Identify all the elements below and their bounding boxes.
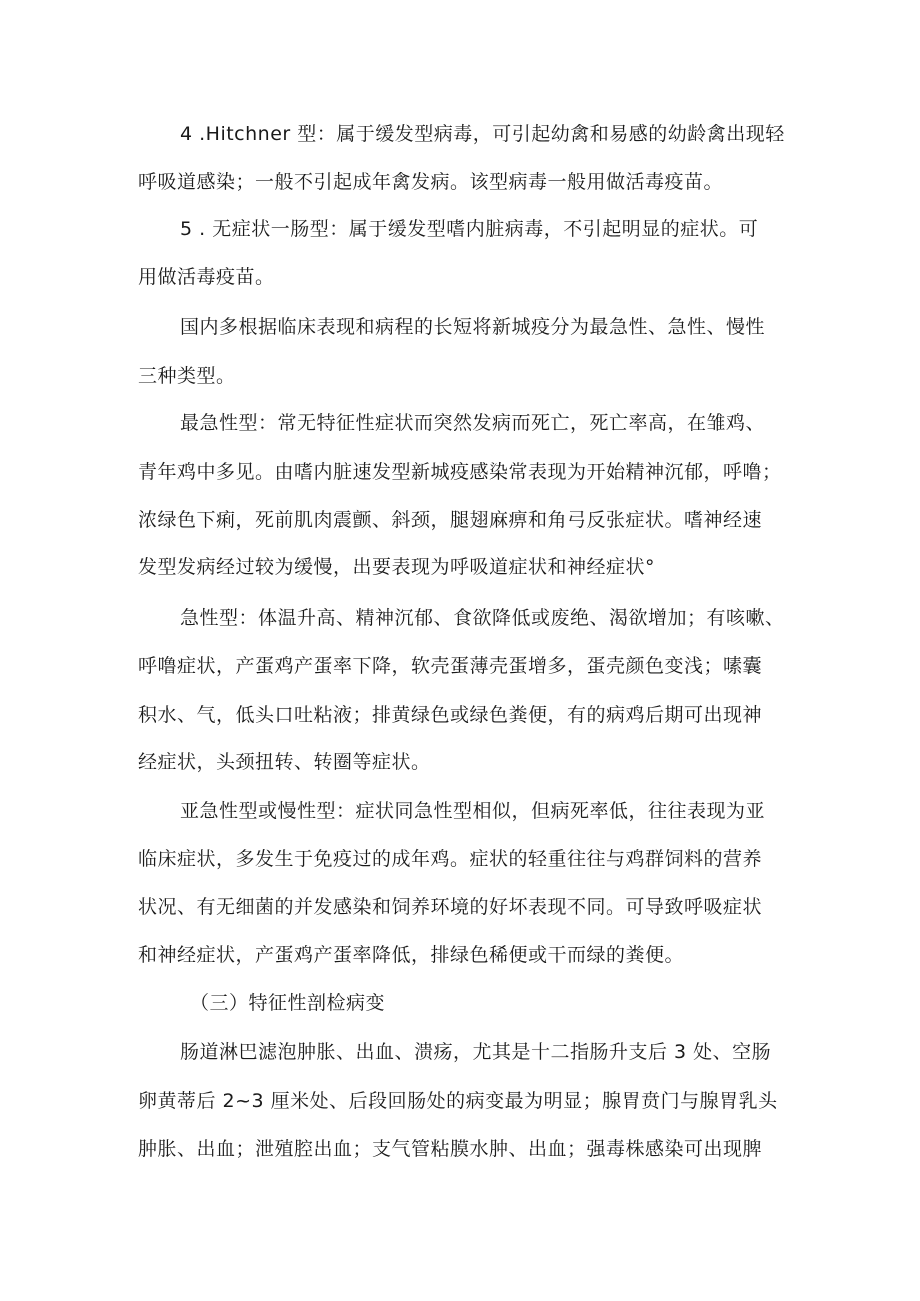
paragraph-line: 急性型：体温升高、精神沉郁、食欲降低或废绝、渴欲增加；有咳嗽、 — [180, 607, 785, 629]
paragraph-line: 5 . 无症状一肠型：属于缓发型嗜内脏病毒，不引起明显的症状。可 — [180, 218, 759, 240]
paragraph-line: 用做活毒疫苗。 — [138, 266, 275, 288]
paragraph-line: 状况、有无细菌的并发感染和饲养环境的好坏表现不同。可导致呼吸症状 — [138, 896, 763, 918]
paragraph-line: 呼噜症状，产蛋鸡产蛋率下降，软壳蛋薄壳蛋增多，蛋壳颜色变浅；嗉囊 — [138, 655, 763, 677]
paragraph-line: 卵黄蒂后 2~3 厘米处、后段回肠处的病变最为明显；腺胃贲门与腺胃乳头 — [138, 1090, 778, 1112]
paragraph-line: 经症状，头颈扭转、转圈等症状。 — [138, 751, 431, 773]
paragraph-line: 浓绿色下痢，死前肌肉震颤、斜颈，腿翅麻痹和角弓反张症状。嗜神经速 — [138, 509, 763, 531]
paragraph-line: 最急性型：常无特征性症状而突然发病而死亡，死亡率高，在雏鸡、 — [180, 412, 766, 434]
paragraph-line: 呼吸道感染；一般不引起成年禽发病。该型病毒一般用做活毒疫苗。 — [138, 171, 724, 193]
paragraph-line: 青年鸡中多见。由嗜内脏速发型新城疫感染常表现为开始精神沉郁，呼噜； — [138, 461, 782, 483]
paragraph-line: 发型发病经过较为缓慢，出要表现为呼吸道症状和神经症状° — [138, 556, 656, 578]
paragraph-line: 国内多根据临床表现和病程的长短将新城疫分为最急性、急性、慢性 — [180, 316, 766, 338]
paragraph-line: 亚急性型或慢性型：症状同急性型相似，但病死率低，往往表现为亚 — [180, 800, 766, 822]
paragraph-line: 肠道淋巴滤泡肿胀、出血、溃疡，尤其是十二指肠升支后 3 处、空肠 — [180, 1041, 772, 1063]
paragraph-line: 积水、气，低头口吐粘液；排黄绿色或绿色粪便，有的病鸡后期可出现神 — [138, 704, 763, 726]
paragraph-line: 和神经症状，产蛋鸡产蛋率降低，排绿色稀便或干而绿的粪便。 — [138, 944, 685, 966]
section-heading: （三）特征性剖检病变 — [190, 992, 386, 1014]
paragraph-line: 肿胀、出血；泄殖腔出血；支气管粘膜水肿、出血；强毒株感染可出现脾 — [138, 1138, 763, 1160]
paragraph-line: 临床症状，多发生于免疫过的成年鸡。症状的轻重往往与鸡群饲料的营养 — [138, 848, 763, 870]
paragraph-line: 三种类型。 — [138, 365, 236, 387]
paragraph-line: 4 .Hitchner 型：属于缓发型病毒，可引起幼禽和易感的幼龄禽出现轻 — [180, 123, 785, 145]
